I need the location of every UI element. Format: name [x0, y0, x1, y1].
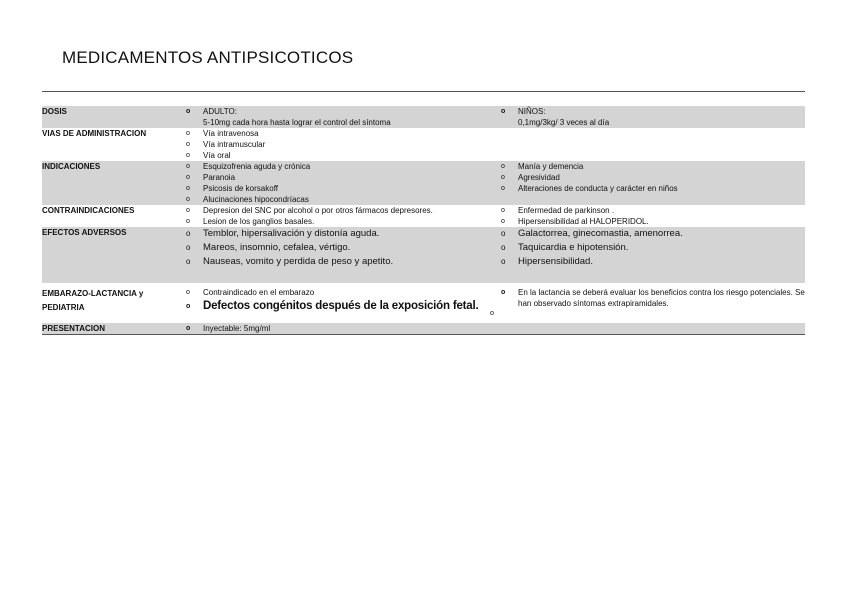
list-item: o Galactorrea, ginecomastia, amenorrea.: [500, 227, 805, 241]
medication-table: [42, 106, 805, 335]
row-dosis: [42, 106, 805, 128]
row-label-indicaciones: INDICACIONES: [42, 161, 185, 205]
list-item: o Agresividad: [500, 172, 805, 183]
row-efectos: [42, 227, 805, 283]
row-embarazo: [42, 283, 805, 323]
list-item: o Hipersensibilidad al HALOPERIDOL.: [500, 216, 805, 227]
list-item: o Psicosis de korsakoff: [185, 183, 500, 194]
row-label-embarazo: EMBARAZO-LACTANCIA y PEDIATRIA: [42, 289, 144, 312]
page-title: MEDICAMENTOS ANTIPSICOTICOS: [62, 48, 354, 67]
row-label-contraindicaciones: CONTRAINDICACIONES: [42, 206, 135, 215]
dosis-adulto-head: o ADULTO:: [185, 106, 500, 117]
row-contraindicaciones: [42, 205, 805, 227]
top-divider: [42, 91, 805, 92]
row-label-efectos: EFECTOS ADVERSOS: [42, 227, 185, 283]
dosis-adulto-detail: 5-10mg cada hora hasta lograr el control del síntoma: [203, 118, 391, 127]
bullet-marker: o: [490, 310, 494, 317]
row-label-presentacion: PRESENTACION: [42, 323, 185, 335]
list-item: o Esquizofrenia aguda y crónica: [185, 161, 500, 172]
list-item: o Temblor, hipersalivación y distonía aguda.: [185, 227, 500, 241]
list-item: o Manía y demencia: [500, 161, 805, 172]
dosis-ninos-head: o NIÑOS:: [500, 106, 805, 117]
list-item: o Taquicardia e hipotensión.: [500, 241, 805, 255]
list-item: o Nauseas, vomito y perdida de peso y apetito.: [185, 255, 500, 269]
dosis-adulto: [185, 106, 500, 128]
list-item: o Paranoia: [185, 172, 500, 183]
list-item: o Defectos congénitos después de la exposición fetal.: [185, 298, 500, 315]
list-item: o Vía oral: [185, 150, 500, 161]
list-item: o Hipersensibilidad.: [500, 255, 805, 269]
list-item: o Vía intravenosa: [185, 128, 500, 139]
list-item: o Lesion de los ganglios basales.: [185, 216, 500, 227]
row-label-dosis: DOSIS: [42, 106, 185, 128]
dosis-ninos: [500, 106, 805, 128]
dosis-ninos-detail: 0,1mg/3kg/ 3 veces al día: [518, 118, 610, 127]
row-presentacion: [42, 323, 805, 335]
list-item: o Depresion del SNC por alcohol o por otros fármacos depresores.: [185, 205, 500, 216]
list-item: o Vía intramuscular: [185, 139, 500, 150]
list-item: o Mareos, insomnio, cefalea, vértigo.: [185, 241, 500, 255]
list-item: o Inyectable: 5mg/ml: [185, 323, 500, 334]
list-item: o Enfermedad de parkinson .: [500, 205, 805, 216]
row-vias: [42, 128, 805, 161]
list-item: o En la lactancia se deberá evaluar los beneficios contra los riesgo potenciales. Se han observado síntomas extrapiramidales.: [500, 287, 805, 309]
list-item: o Contraindicado en el embarazo: [185, 287, 500, 298]
row-indicaciones: [42, 161, 805, 205]
list-item: o Alteraciones de conducta y carácter en niños: [500, 183, 805, 194]
list-item: o Alucinaciones hipocondríacas: [185, 194, 500, 205]
row-label-vias: VIAS DE ADMINISTRACION: [42, 129, 147, 138]
